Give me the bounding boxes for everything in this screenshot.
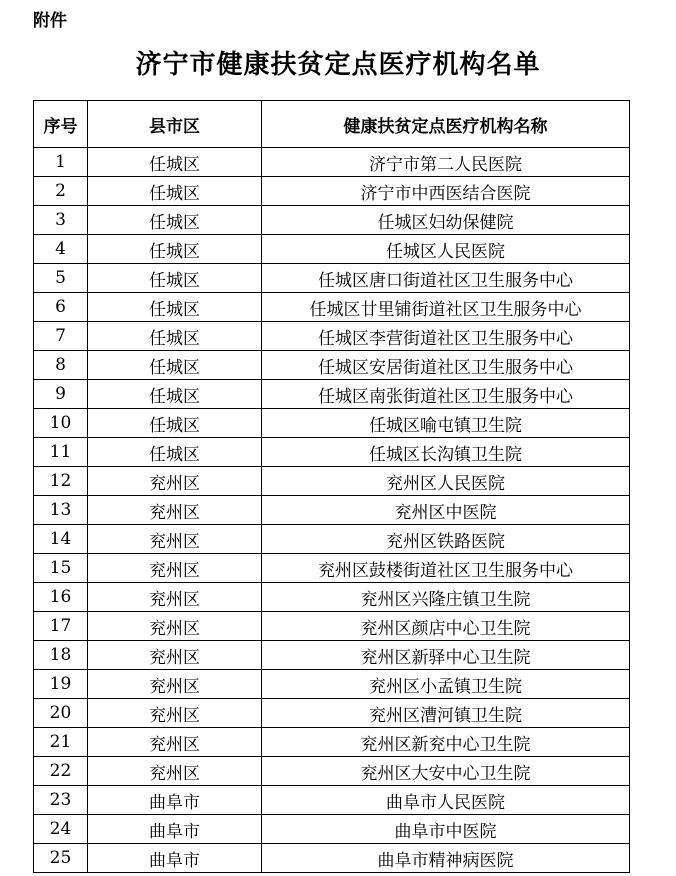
district-cell: 曲阜市 — [88, 786, 262, 815]
district-cell: 任城区 — [88, 322, 262, 351]
institution-name-cell: 任城区长沟镇卫生院 — [262, 438, 630, 467]
table-row — [34, 844, 630, 873]
row-index-cell: 23 — [34, 786, 88, 815]
table-row — [34, 177, 630, 206]
row-index-cell: 11 — [34, 438, 88, 467]
district-cell: 曲阜市 — [88, 844, 262, 873]
district-cell: 曲阜市 — [88, 815, 262, 844]
institution-name-cell: 济宁市中西医结合医院 — [262, 177, 630, 206]
table-row — [34, 206, 630, 235]
table-row — [34, 438, 630, 467]
table-row — [34, 264, 630, 293]
table-row — [34, 409, 630, 438]
institution-name-cell: 曲阜市精神病医院 — [262, 844, 630, 873]
institution-name-cell: 任城区李营街道社区卫生服务中心 — [262, 322, 630, 351]
table-row — [34, 757, 630, 786]
row-index-cell: 22 — [34, 757, 88, 786]
district-cell: 兖州区 — [88, 699, 262, 728]
institution-name-cell: 任城区廿里铺街道社区卫生服务中心 — [262, 293, 630, 322]
row-index-cell: 20 — [34, 699, 88, 728]
table-body — [34, 148, 630, 873]
institution-name-cell: 兖州区颜店中心卫生院 — [262, 612, 630, 641]
institution-name-cell: 任城区安居街道社区卫生服务中心 — [262, 351, 630, 380]
attachment-label: 附件 — [33, 11, 67, 31]
table-row — [34, 496, 630, 525]
table-row — [34, 467, 630, 496]
row-index-cell: 8 — [34, 351, 88, 380]
institution-name-cell: 兖州区兴隆庄镇卫生院 — [262, 583, 630, 612]
district-cell: 兖州区 — [88, 496, 262, 525]
table-row — [34, 699, 630, 728]
district-cell: 兖州区 — [88, 728, 262, 757]
district-cell: 任城区 — [88, 351, 262, 380]
district-cell: 兖州区 — [88, 554, 262, 583]
table-row — [34, 554, 630, 583]
district-cell: 兖州区 — [88, 670, 262, 699]
row-index-cell: 24 — [34, 815, 88, 844]
row-index-cell: 19 — [34, 670, 88, 699]
table-row — [34, 148, 630, 177]
institution-name-cell: 任城区唐口街道社区卫生服务中心 — [262, 264, 630, 293]
table-row — [34, 815, 630, 844]
institution-name-cell: 曲阜市中医院 — [262, 815, 630, 844]
table-row — [34, 351, 630, 380]
table-row — [34, 670, 630, 699]
institution-name-cell: 任城区南张街道社区卫生服务中心 — [262, 380, 630, 409]
table-row — [34, 786, 630, 815]
page-title: 济宁市健康扶贫定点医疗机构名单 — [135, 50, 541, 80]
district-cell: 任城区 — [88, 206, 262, 235]
row-index-cell: 5 — [34, 264, 88, 293]
institution-name-cell: 兖州区铁路医院 — [262, 525, 630, 554]
table-header-row — [34, 101, 630, 148]
row-index-cell: 1 — [34, 148, 88, 177]
table-row — [34, 641, 630, 670]
row-index-cell: 2 — [34, 177, 88, 206]
row-index-cell: 4 — [34, 235, 88, 264]
table-row — [34, 583, 630, 612]
institution-name-cell: 兖州区人民医院 — [262, 467, 630, 496]
institution-name-cell: 兖州区新驿中心卫生院 — [262, 641, 630, 670]
row-index-cell: 9 — [34, 380, 88, 409]
row-index-cell: 10 — [34, 409, 88, 438]
institution-name-cell: 兖州区小孟镇卫生院 — [262, 670, 630, 699]
district-cell: 任城区 — [88, 380, 262, 409]
district-cell: 任城区 — [88, 293, 262, 322]
institution-table — [33, 100, 630, 873]
table-row — [34, 293, 630, 322]
district-cell: 任城区 — [88, 177, 262, 206]
district-cell: 兖州区 — [88, 641, 262, 670]
row-index-cell: 15 — [34, 554, 88, 583]
institution-name-cell: 任城区人民医院 — [262, 235, 630, 264]
table-row — [34, 322, 630, 351]
district-cell: 任城区 — [88, 409, 262, 438]
district-cell: 任城区 — [88, 264, 262, 293]
table-row — [34, 380, 630, 409]
district-cell: 任城区 — [88, 438, 262, 467]
institution-name-cell: 兖州区漕河镇卫生院 — [262, 699, 630, 728]
institution-name-cell: 兖州区新兖中心卫生院 — [262, 728, 630, 757]
table-row — [34, 728, 630, 757]
district-cell: 兖州区 — [88, 525, 262, 554]
district-cell: 兖州区 — [88, 757, 262, 786]
district-cell: 任城区 — [88, 235, 262, 264]
row-index-cell: 7 — [34, 322, 88, 351]
district-cell: 兖州区 — [88, 583, 262, 612]
institution-name-cell: 任城区妇幼保健院 — [262, 206, 630, 235]
district-cell: 任城区 — [88, 148, 262, 177]
institution-name-cell: 兖州区鼓楼街道社区卫生服务中心 — [262, 554, 630, 583]
table-row — [34, 235, 630, 264]
row-index-cell: 21 — [34, 728, 88, 757]
column-header-district: 县市区 — [88, 101, 262, 148]
institution-name-cell: 济宁市第二人民医院 — [262, 148, 630, 177]
institution-name-cell: 曲阜市人民医院 — [262, 786, 630, 815]
row-index-cell: 17 — [34, 612, 88, 641]
row-index-cell: 25 — [34, 844, 88, 873]
row-index-cell: 16 — [34, 583, 88, 612]
district-cell: 兖州区 — [88, 612, 262, 641]
table-row — [34, 525, 630, 554]
table-row — [34, 612, 630, 641]
row-index-cell: 13 — [34, 496, 88, 525]
institution-name-cell: 兖州区中医院 — [262, 496, 630, 525]
row-index-cell: 6 — [34, 293, 88, 322]
district-cell: 兖州区 — [88, 467, 262, 496]
institution-name-cell: 任城区喻屯镇卫生院 — [262, 409, 630, 438]
column-header-institution: 健康扶贫定点医疗机构名称 — [262, 101, 630, 148]
row-index-cell: 14 — [34, 525, 88, 554]
row-index-cell: 12 — [34, 467, 88, 496]
row-index-cell: 3 — [34, 206, 88, 235]
row-index-cell: 18 — [34, 641, 88, 670]
column-header-index: 序号 — [34, 101, 88, 148]
institution-name-cell: 兖州区大安中心卫生院 — [262, 757, 630, 786]
